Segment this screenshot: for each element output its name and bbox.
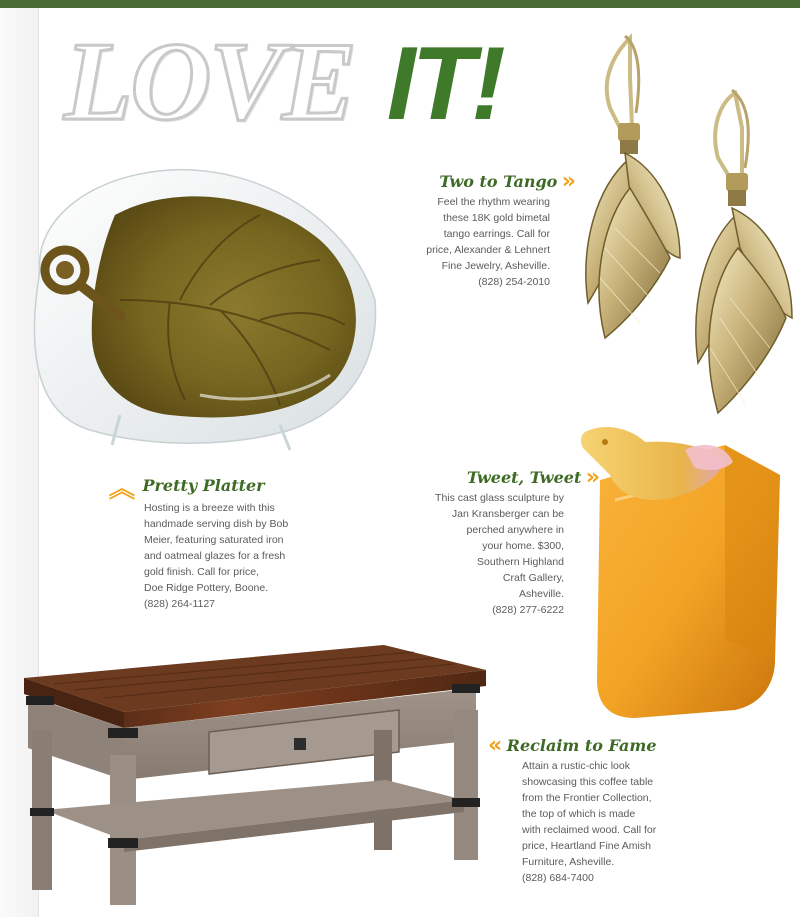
coffee-table-image (14, 640, 494, 910)
reclaim-to-fame-line: (828) 684-7400 (522, 872, 594, 884)
earrings-image (560, 18, 800, 438)
pretty-platter-line: Doe Ridge Pottery, Boone. (144, 582, 269, 594)
page-headline (64, 22, 502, 142)
two-to-tango-line: tango earrings. Call for (443, 228, 550, 240)
tweet-tweet-title: Tweet, Tweet (466, 468, 582, 487)
reclaim-to-fame-body (522, 758, 708, 886)
item-two-to-tango (390, 169, 576, 290)
pretty-platter-line: (828) 264-1127 (144, 598, 216, 610)
chevron-right-icon: » (561, 169, 576, 194)
item-pretty-platter (110, 476, 350, 612)
tweet-tweet-line: your home. $300, (482, 540, 564, 552)
tweet-tweet-line: (828) 277-6222 (492, 604, 564, 616)
reclaim-to-fame-line: Attain a rustic-chic look (522, 760, 630, 772)
reclaim-to-fame-line: showcasing this coffee table (522, 776, 654, 788)
item-tweet-tweet (400, 465, 600, 618)
pretty-platter-title: Pretty Platter (142, 476, 265, 495)
pretty-platter-line: Hosting is a breeze with this (144, 502, 275, 514)
reclaim-to-fame-title: Reclaim to Fame (506, 736, 657, 755)
pretty-platter-line: and oatmeal glazes for a fresh (144, 550, 286, 562)
reclaim-to-fame-line: with reclaimed wood. Call for (522, 824, 657, 836)
chevron-right-icon: » (585, 465, 600, 490)
top-bar (0, 0, 800, 8)
reclaim-to-fame-line: from the Frontier Collection, (522, 792, 652, 804)
two-to-tango-line: Feel the rhythm wearing (437, 196, 550, 208)
chevron-left-icon: « (488, 733, 503, 758)
headline-love: LOVE (64, 20, 381, 144)
reclaim-to-fame-line: price, Heartland Fine Amish (522, 840, 651, 852)
tweet-tweet-line: Asheville. (519, 588, 564, 600)
glass-sculpture-image (575, 420, 795, 720)
two-to-tango-title: Two to Tango (439, 172, 558, 191)
pretty-platter-body (144, 500, 350, 612)
reclaim-to-fame-line: the top of which is made (522, 808, 636, 820)
tweet-tweet-line: Jan Kransberger can be (451, 508, 564, 520)
pretty-platter-line: gold finish. Call for price, (144, 566, 259, 578)
headline-it: IT! (386, 26, 502, 142)
tweet-tweet-body (400, 490, 564, 618)
tweet-tweet-line: Craft Gallery, (502, 572, 564, 584)
tweet-tweet-line: perched anywhere in (466, 524, 564, 536)
two-to-tango-line: price, Alexander & Lehnert (426, 244, 550, 256)
platter-image (20, 160, 380, 460)
tweet-tweet-line: Southern Highland (477, 556, 564, 568)
two-to-tango-line: these 18K gold bimetal (443, 212, 550, 224)
pretty-platter-line: handmade serving dish by Bob (144, 518, 289, 530)
two-to-tango-line: (828) 254-2010 (478, 276, 550, 288)
two-to-tango-line: Fine Jewelry, Asheville. (441, 260, 550, 272)
reclaim-to-fame-line: Furniture, Asheville. (522, 856, 615, 868)
two-to-tango-body (390, 194, 550, 290)
tweet-tweet-line: This cast glass sculpture by (435, 492, 564, 504)
chevron-up-icon: ︽ (108, 475, 136, 503)
item-reclaim-to-fame (488, 733, 708, 886)
pretty-platter-line: Meier, featuring saturated iron (144, 534, 284, 546)
